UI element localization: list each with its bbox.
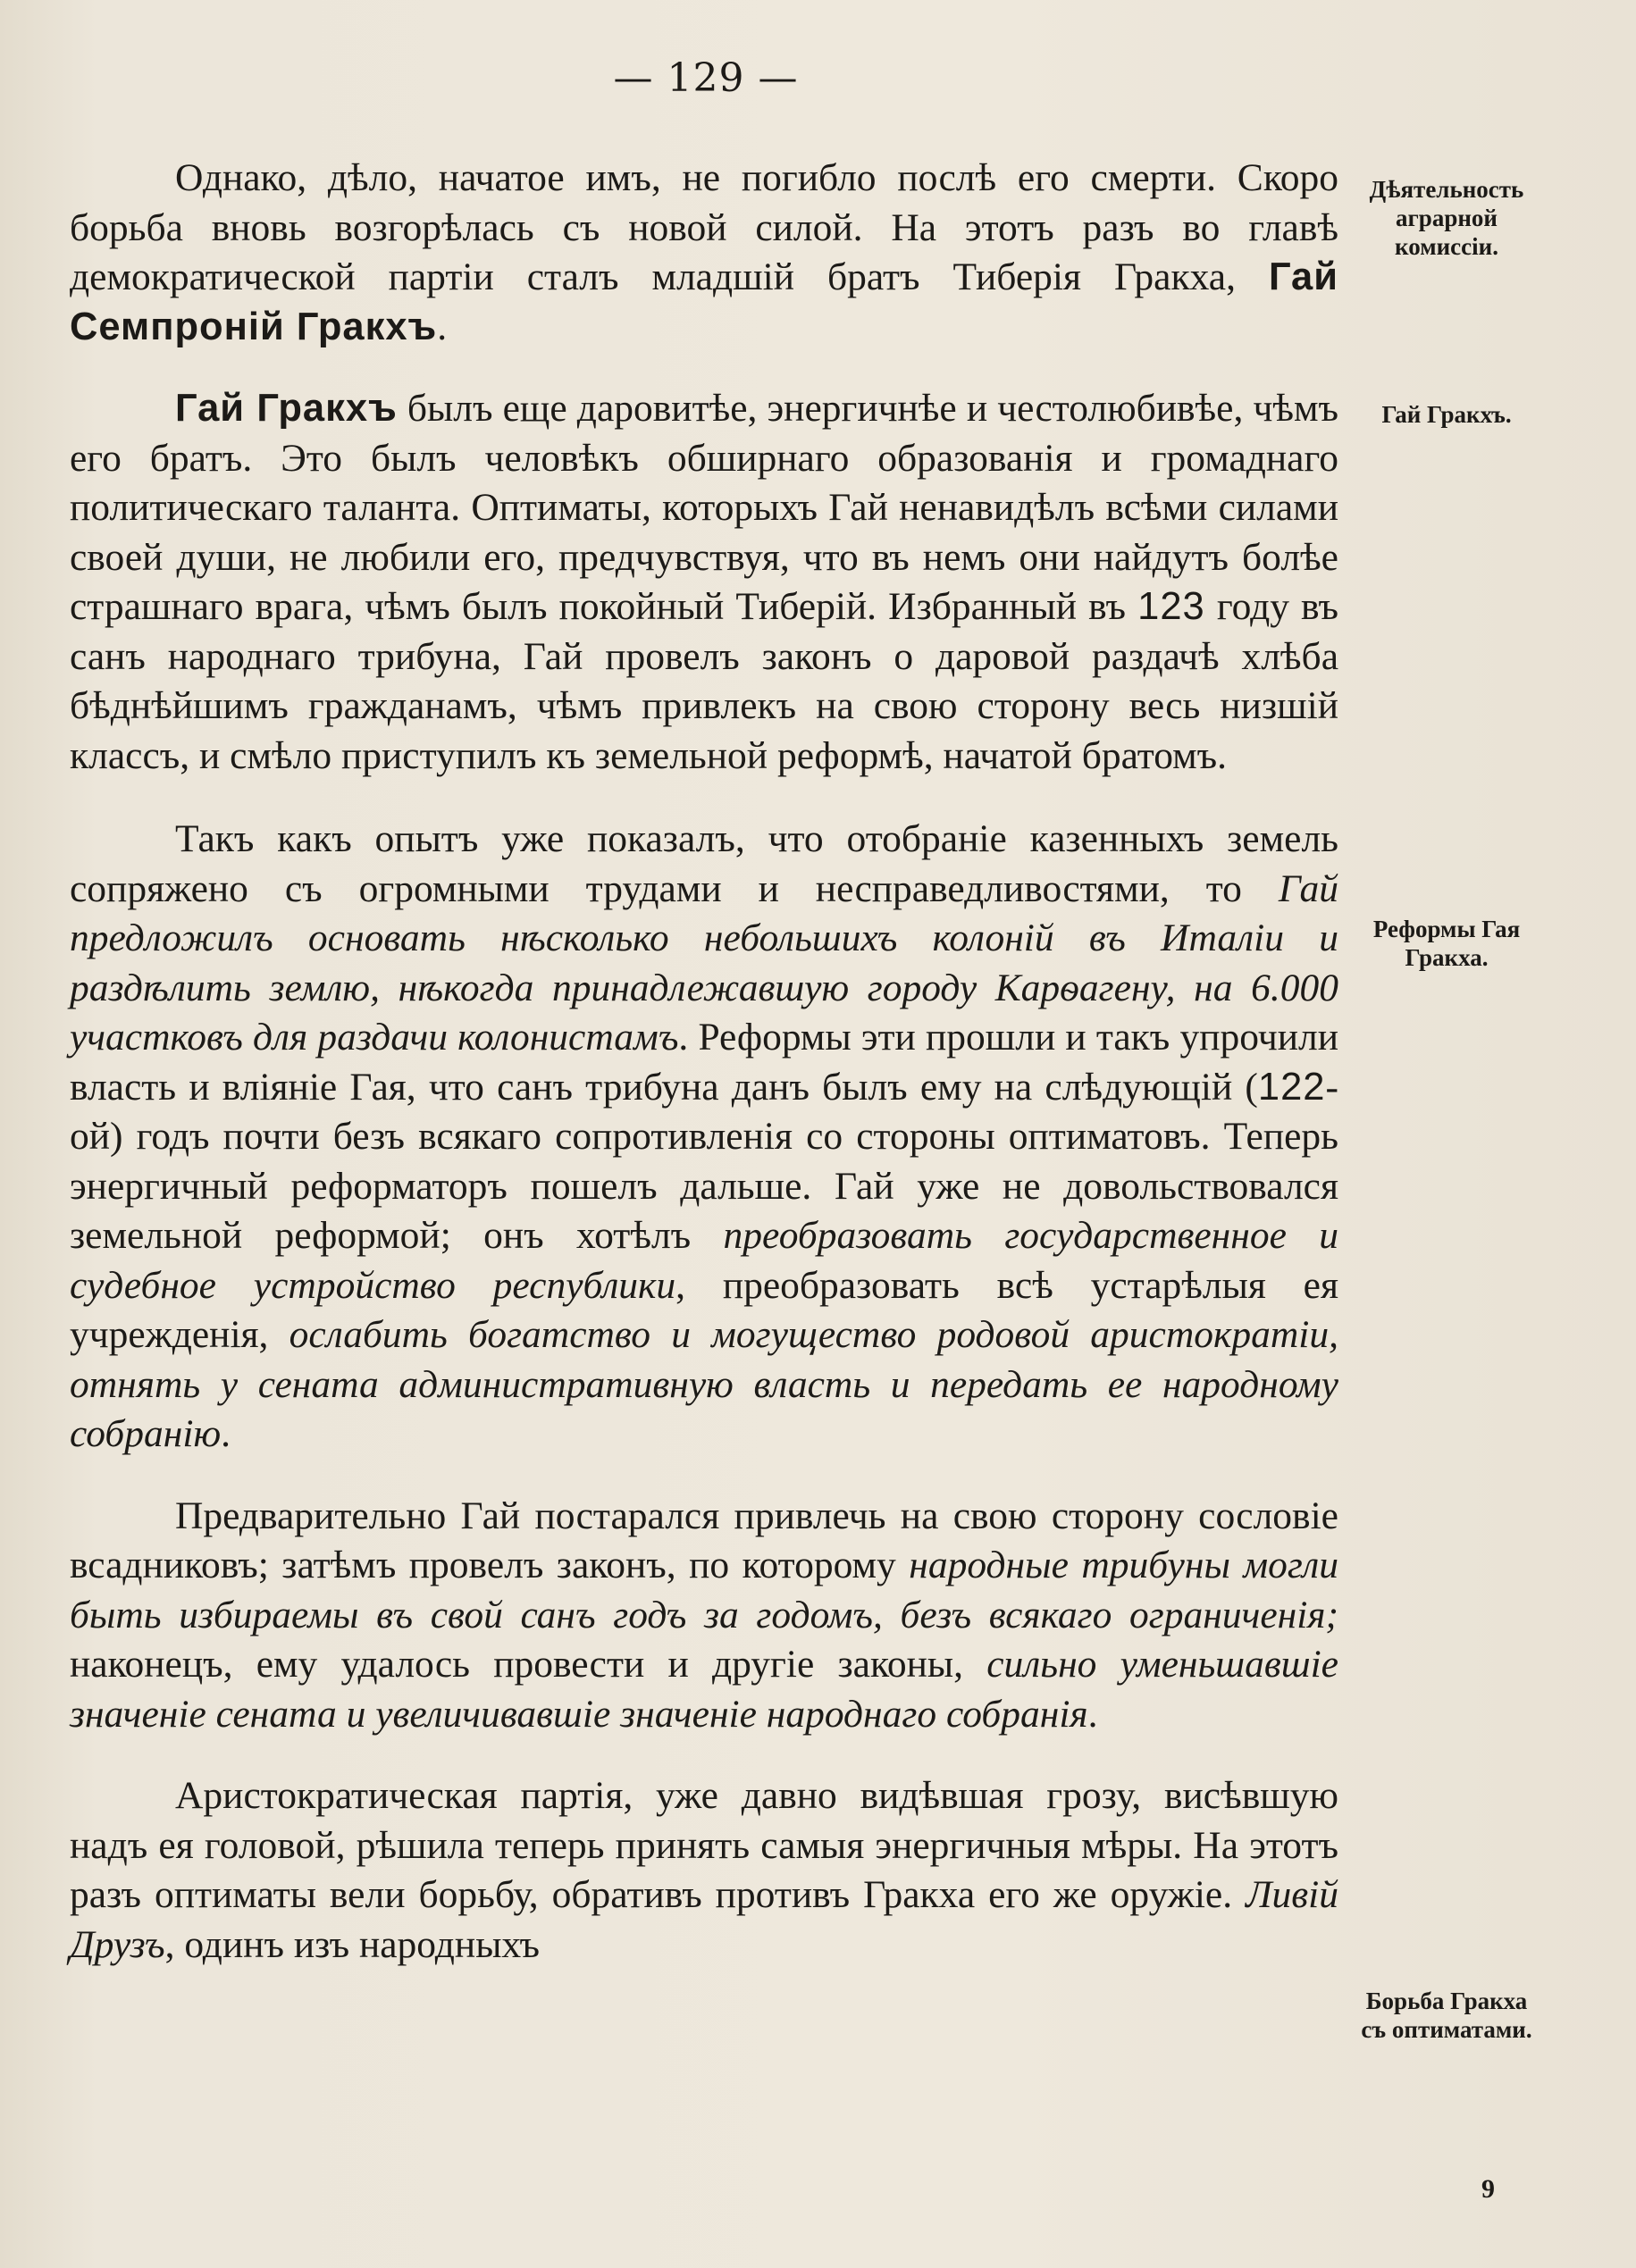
text-run: . — [221, 1412, 231, 1455]
text-run: , одинъ изъ народныхъ — [164, 1922, 541, 1966]
margin-note-struggle: Борьба Гракха съ оптиматами. — [1361, 1988, 1532, 2043]
signature-mark: 9 — [1481, 2174, 1495, 2204]
text-run: наконецъ, ему удалось провести и другіе законы, — [70, 1643, 987, 1686]
paragraph-5 — [70, 1771, 1338, 1970]
bold-name: Гай Семпроній Гракхъ — [70, 255, 1338, 348]
paragraph-1 — [70, 154, 1338, 352]
italic-run: преобразовать государственное и судебное устройство республики — [70, 1214, 1338, 1307]
margin-note-agrarian-commission: Дѣятельность аграрной комиссіи. — [1369, 176, 1524, 260]
bold-name: Гай Гракхъ — [175, 387, 398, 430]
text-run: Предварительно Гай постарался привлечь на свою сторону сословіе всадниковъ; затѣмъ провелъ законъ, по которому — [70, 1494, 1338, 1586]
text-run: . — [437, 305, 448, 348]
italic-run: Гай предложилъ основать нѣсколько небольшихъ колоній въ Италіи и раздѣлить землю, нѣкогда принадлежавшую городу Карѳагену, на 6.000 участковъ для раздачи колонистамъ — [70, 866, 1338, 1059]
main-text — [70, 154, 1338, 2000]
text-run: Однако, дѣло, начатое имъ, не погибло послѣ его смерти. Скоро борьба вновь возгорѣлась съ новой силой. На этотъ разъ во главѣ демократической партіи сталъ младшій братъ Тиберія Гракха, — [70, 156, 1338, 298]
text-run: . — [1087, 1692, 1098, 1736]
text-run: Аристократическая партія, уже давно видѣвшая грозу, висѣвшую надъ ея головой, рѣшила теперь принять самыя энергичныя мѣры. На этотъ разъ оптиматы вели борьбу, обративъ противъ Гракха его же оружіе. — [70, 1774, 1338, 1916]
text-run: -ой) годъ почти безъ всякаго сопротивленія со стороны оптиматовъ. Теперь энергичный реформаторъ пошелъ дальше. Гай уже не довольствовался земельной реформой; онъ хотѣлъ — [70, 1065, 1338, 1257]
margin-note-reforms: Реформы Гая Гракха. — [1372, 916, 1521, 971]
text-run: . Реформы эти прошли и такъ упрочили власть и вліяніе Гая, что санъ трибуна данъ былъ ему на слѣдующій ( — [70, 1016, 1339, 1109]
margin-note-gaius-gracchus: Гай Гракхъ. — [1381, 401, 1512, 428]
paragraph-3 — [70, 815, 1338, 1460]
text-run: , преобразовать всѣ устарѣлыя ея учрежденія, — [70, 1263, 1338, 1356]
page-number: — 129 — — [613, 55, 799, 101]
italic-run: народные трибуны могли быть избираемы въ свой санъ годъ за годомъ, безъ всякаго ограниченія; — [70, 1544, 1338, 1636]
italic-run: Ливій Друзъ — [70, 1873, 1338, 1966]
paragraph-2 — [70, 384, 1338, 781]
text-run: Такъ какъ опытъ уже показалъ, что отобраніе казенныхъ земель сопряжено съ огромными трудами и несправедливостями, то — [70, 817, 1338, 910]
italic-run: сильно уменьшавшіе значеніе сената и увеличивавшіе значеніе народнаго собранія — [70, 1643, 1338, 1736]
text-run: году въ санъ народнаго трибуна, Гай провелъ законъ о даровой раздачѣ хлѣба бѣднѣйшимъ гражданамъ, чѣмъ привлекъ на свою сторону весь низшій классъ, и смѣло приступилъ къ земельной реформѣ, начатой братомъ. — [70, 585, 1338, 777]
text-run: былъ еще даровитѣе, энергичнѣе и честолюбивѣе, чѣмъ его братъ. Это былъ человѣкъ обширнаго образованія и громаднаго политическаго таланта. Оптиматы, которыхъ Гай ненавидѣлъ всѣми силами своей души, не любили его, предчувствуя, что въ немъ они найдутъ болѣе страшнаго врага, чѣмъ былъ покойный Тиберій. Избранный въ — [70, 387, 1338, 628]
italic-run: ослабить богатство и могущество родовой аристократіи, отнять у сената административную власть и передать ее народному собранію — [70, 1313, 1338, 1455]
year-number: 123 — [1137, 585, 1205, 628]
year-number: 122 — [1257, 1065, 1326, 1109]
paragraph-4 — [70, 1492, 1338, 1740]
